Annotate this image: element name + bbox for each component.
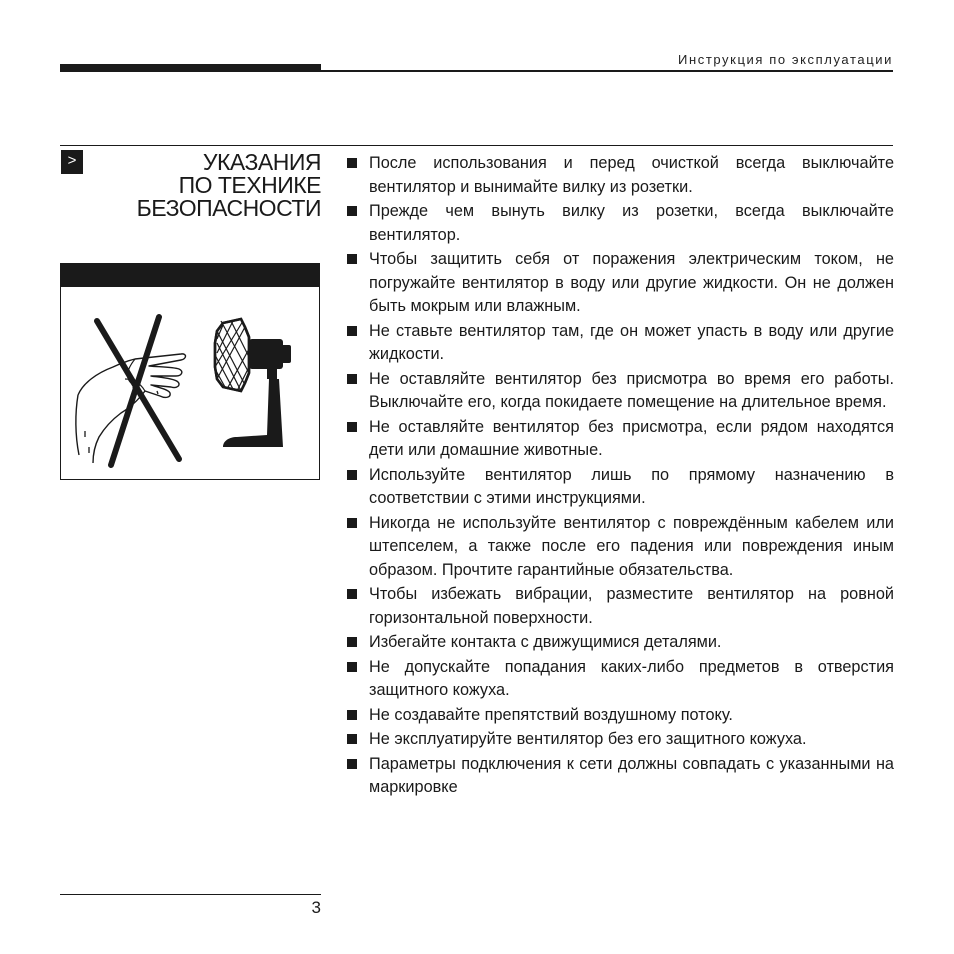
list-item: Не создавайте препятствий воздушному потоку. — [346, 704, 894, 728]
list-item: Используйте вентилятор лишь по прямому назначению в соответствии с этими инструкциями. — [346, 464, 894, 511]
safety-list — [346, 152, 894, 801]
illustration-header-bar — [61, 264, 319, 287]
section-rule — [60, 145, 893, 146]
section-title-line: УКАЗАНИЯ — [202, 149, 321, 175]
list-item: Не оставляйте вентилятор без присмотра во время его работы. Выключайте его, когда покидаете помещение на длительное время. — [346, 368, 894, 415]
list-item: Избегайте контакта с движущимися деталями. — [346, 631, 894, 655]
footer-rule — [60, 894, 321, 895]
fan-icon — [215, 319, 291, 447]
list-item: Никогда не используйте вентилятор с повреждённым кабелем или штепселем, а также после его падения или повреждения иным образом. Прочтите гарантийные обязательства. — [346, 512, 894, 583]
section-title-line: ПО ТЕХНИКЕ — [178, 172, 321, 198]
list-item: Параметры подключения к сети должны совпадать с указанными на маркировке — [346, 753, 894, 800]
illustration — [61, 287, 319, 479]
list-item: Не ставьте вентилятор там, где он может упасть в воду или другие жидкости. — [346, 320, 894, 367]
header-thin-rule — [321, 70, 893, 72]
list-item: Прежде чем вынуть вилку из розетки, всегда выключайте вентилятор. — [346, 200, 894, 247]
list-item: Не эксплуатируйте вентилятор без его защитного кожуха. — [346, 728, 894, 752]
section-title-line: БЕЗОПАСНОСТИ — [136, 195, 321, 221]
page-number: 3 — [311, 898, 321, 917]
list-item: Не оставляйте вентилятор без присмотра, если рядом находятся дети или домашние животные. — [346, 416, 894, 463]
list-item: Чтобы избежать вибрации, разместите вентилятор на ровной горизонтальной поверхности. — [346, 583, 894, 630]
hand-crossed-icon — [76, 317, 186, 465]
header-title: Инструкция по эксплуатации — [678, 52, 893, 67]
illustration-box — [60, 263, 320, 480]
section-title — [100, 151, 321, 220]
list-item: Чтобы защитить себя от поражения электрическим током, не погружайте вентилятор в воду или другие жидкости. Он не должен быть мокрым или влажным. — [346, 248, 894, 319]
list-item: Не допускайте попадания каких-либо предметов в отверстия защитного кожуха. — [346, 656, 894, 703]
header-thick-rule — [60, 64, 321, 72]
section-marker: > — [61, 150, 83, 174]
list-item: После использования и перед очисткой всегда выключайте вентилятор и вынимайте вилку из розетки. — [346, 152, 894, 199]
